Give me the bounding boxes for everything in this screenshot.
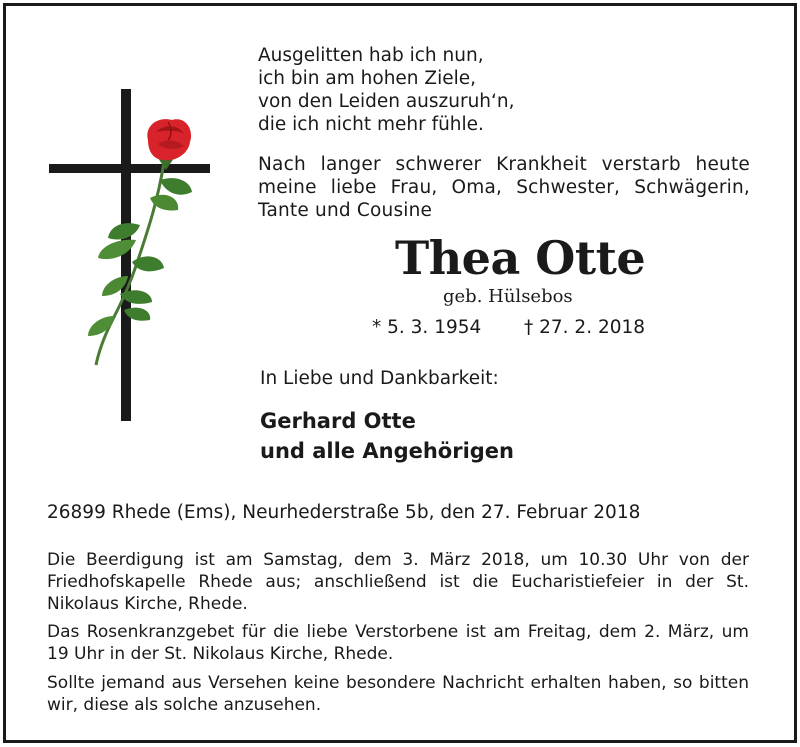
poem-line: von den Leiden auszuruh‘n, <box>258 91 515 112</box>
poem-line: Ausgelitten hab ich nun, <box>258 45 484 66</box>
maiden-name: geb. Hülsebos <box>443 286 573 307</box>
funeral-info: Die Beerdigung ist am Samstag, dem 3. März 2018, um 10.30 Uhr von der Friedhofskapelle Rhede aus; anschließend ist die Eucharistiefeier in der St. Nikolaus Kirche, Rhede. <box>47 550 749 614</box>
notice-info: Sollte jemand aus Versehen keine besondere Nachricht erhalten haben, so bitten wir, diese als solche anzusehen. <box>47 673 749 715</box>
address-line: 26899 Rhede (Ems), Neurhederstraße 5b, den 27. Februar 2018 <box>47 502 641 523</box>
rose-icon <box>88 119 192 365</box>
intro-text: Nach langer schwerer Krankheit verstarb heute meine liebe Frau, Oma, Schwester, Schwägerin, Tante und Cousine <box>258 154 750 221</box>
rosary-info: Das Rosenkranzgebet für die liebe Verstorbene ist am Freitag, dem 2. März, um 19 Uhr in der St. Nikolaus Kirche, Rhede. <box>47 622 749 664</box>
signer-name: Gerhard Otte <box>260 409 416 433</box>
poem-line: ich bin am hohen Ziele, <box>258 68 476 89</box>
signer-name: und alle Angehörigen <box>260 439 514 463</box>
poem-line: die ich nicht mehr fühle. <box>258 114 484 135</box>
deceased-name: Thea Otte <box>395 231 646 285</box>
closing-phrase: In Liebe und Dankbarkeit: <box>260 368 499 389</box>
cross-with-rose-illustration <box>40 80 220 430</box>
death-date: † 27. 2. 2018 <box>524 317 646 338</box>
poem <box>258 44 658 136</box>
signers <box>260 406 514 466</box>
birth-date: * 5. 3. 1954 <box>372 317 482 338</box>
